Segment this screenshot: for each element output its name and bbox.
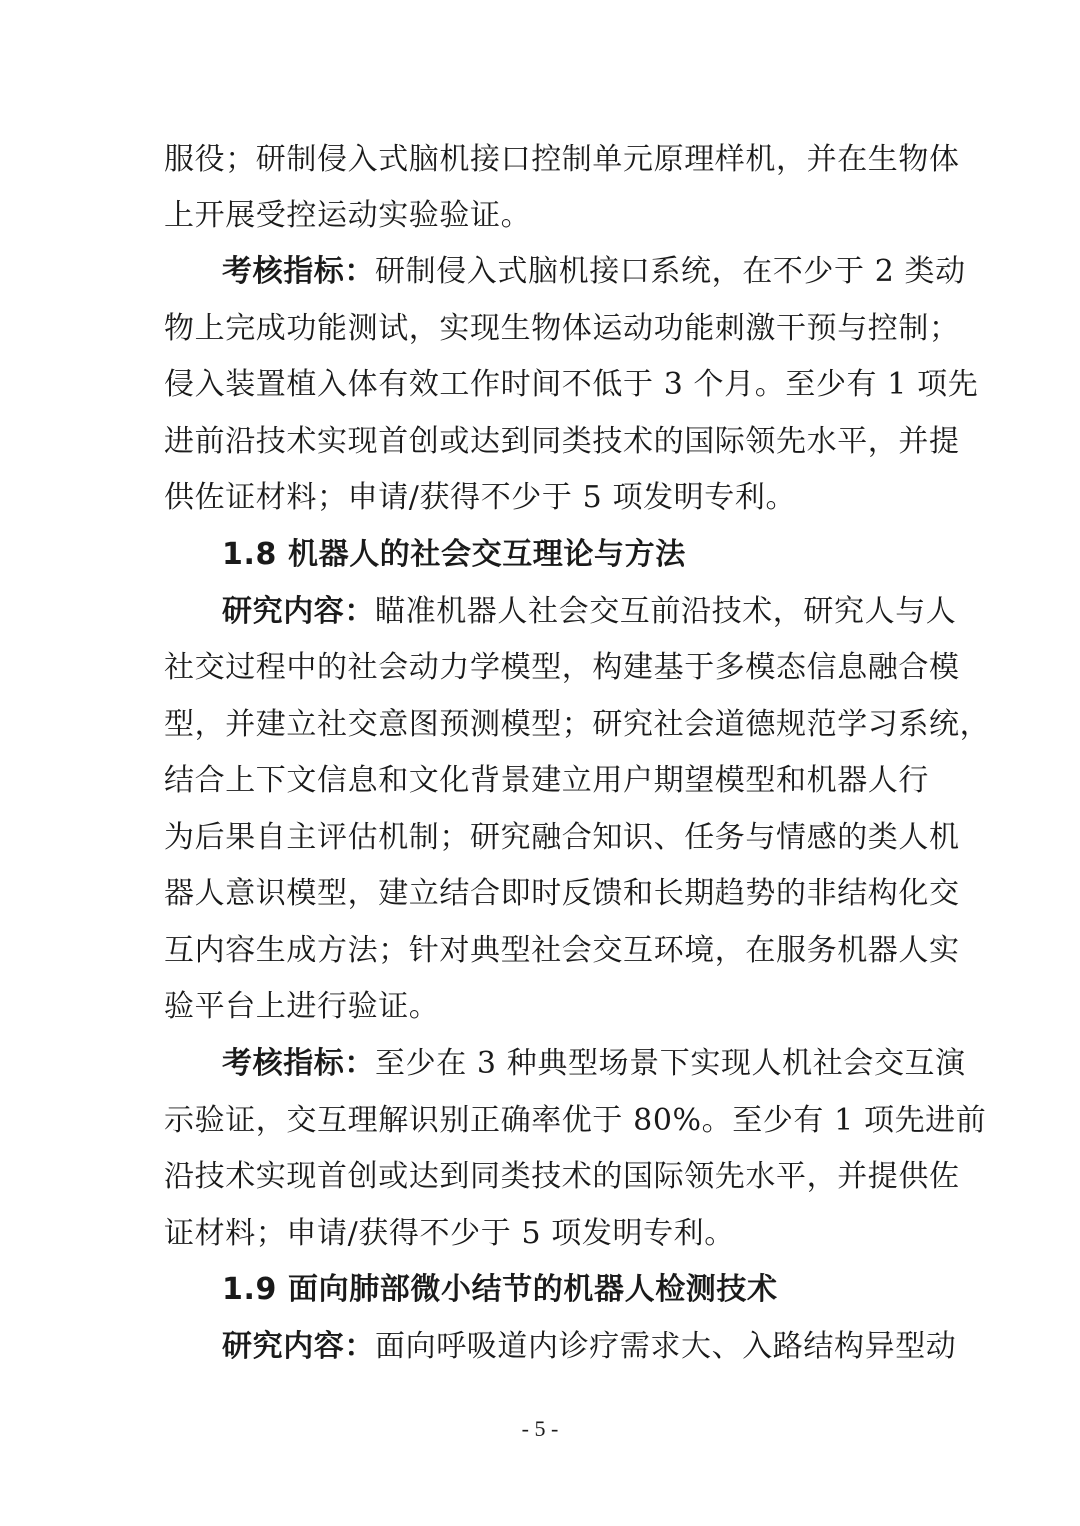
text-line (164, 987, 924, 1027)
text-line (164, 140, 960, 180)
line-text: 供佐证材料；申请/获得不少于 5 项发明专利。 (164, 480, 797, 515)
text-line (164, 874, 960, 914)
line-text: 结合上下文信息和文化背景建立用户期望模型和机器人行 (164, 763, 929, 798)
assessment-label: 考核指标： (222, 254, 375, 289)
line-text: 沿技术实现首创或达到同类技术的国际领先水平，并提供佐 (164, 1159, 960, 1194)
text-line (164, 818, 960, 858)
line-text: 验平台上进行验证。 (164, 989, 440, 1024)
line-text: 社交过程中的社会动力学模型，构建基于多模态信息融合模 (164, 650, 960, 685)
research-paragraph-start (222, 592, 957, 632)
line-text: 面向呼吸道内诊疗需求大、入路结构异型动 (375, 1329, 957, 1364)
line-text: 器人意识模型，建立结合即时反馈和长期趋势的非结构化交 (164, 876, 960, 911)
line-text: 为后果自主评估机制；研究融合知识、任务与情感的类人机 (164, 820, 960, 855)
text-line (164, 931, 960, 971)
research-paragraph-start (222, 1327, 957, 1367)
line-text: 服役；研制侵入式脑机接口控制单元原理样机，并在生物体 (164, 142, 960, 177)
section-heading-text: 1.9 面向肺部微小结节的机器人检测技术 (222, 1272, 778, 1307)
text-line (164, 761, 929, 801)
text-line (164, 365, 979, 405)
text-line (164, 196, 924, 236)
line-text: 上开展受控运动实验验证。 (164, 198, 532, 233)
text-line (164, 1157, 960, 1197)
line-text: 进前沿技术实现首创或达到同类技术的国际领先水平，并提 (164, 424, 960, 459)
assessment-label: 考核指标： (222, 1046, 375, 1081)
line-text: 侵入装置植入体有效工作时间不低于 3 个月。至少有 1 项先 (164, 367, 979, 402)
line-text: 证材料；申请/获得不少于 5 项发明专利。 (164, 1216, 735, 1251)
line-text: 至少在 3 种典型场景下实现人机社会交互演 (375, 1046, 966, 1081)
line-text: 型，并建立社交意图预测模型；研究社会道德规范学习系统， (164, 707, 991, 742)
text-line (164, 705, 991, 745)
line-text: 研制侵入式脑机接口系统，在不少于 2 类动 (375, 254, 966, 289)
assessment-paragraph-start (222, 1044, 966, 1084)
text-line (164, 1101, 987, 1141)
assessment-paragraph-start (222, 252, 966, 292)
research-label: 研究内容： (222, 594, 375, 629)
text-line (164, 648, 960, 688)
section-heading-1-8 (222, 535, 922, 575)
text-line (164, 1214, 924, 1254)
text-line (164, 478, 924, 518)
text-line (164, 309, 960, 349)
text-line (164, 422, 960, 462)
line-text: 瞄准机器人社会交互前沿技术，研究人与人 (375, 594, 957, 629)
section-heading-1-9 (222, 1270, 922, 1310)
line-text: 示验证，交互理解识别正确率优于 80%。至少有 1 项先进前 (164, 1103, 987, 1138)
line-text: 互内容生成方法；针对典型社会交互环境，在服务机器人实 (164, 933, 960, 968)
page-number: - 5 - (521, 1416, 559, 1441)
line-text: 物上完成功能测试，实现生物体运动功能刺激干预与控制； (164, 311, 960, 346)
section-heading-text: 1.8 机器人的社会交互理论与方法 (222, 537, 686, 572)
research-label: 研究内容： (222, 1329, 375, 1364)
